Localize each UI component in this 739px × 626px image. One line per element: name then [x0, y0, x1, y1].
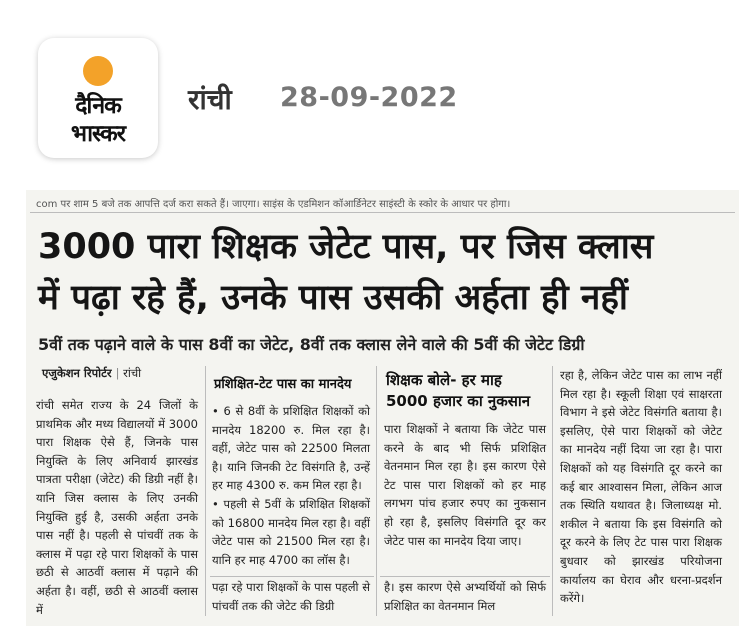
- logo-line-1: दैनिक: [75, 93, 121, 119]
- byline-place: रांची: [123, 366, 142, 380]
- box-1-bullet-2: • पहली से 5वीं के प्रशिक्षित शिक्षकों को 16800 मानदेय मिल रहा है। वहीं जेटेट पास को 21500 मिल रहा है। यानि हर माह 4700 का लॉस है।: [212, 496, 370, 567]
- column-3-bottom-text: है। इस कारण ऐसे अभ्यर्थियों को सिर्फ प्रशिक्षित का वेतनमान मिल: [384, 580, 546, 613]
- box-2-content: [384, 420, 546, 550]
- logo-sun-icon: [83, 56, 113, 86]
- headline-line-1: 3000 पारा शिक्षक जेटेट पास, पर जिस क्लास: [38, 227, 654, 267]
- column-divider-2: [376, 366, 377, 616]
- column-divider-1: [205, 366, 206, 616]
- box-2-title: शिक्षक बोले- हर माह 5000 हजार का नुकसान: [386, 371, 531, 410]
- logo-line-2: भास्कर: [70, 121, 126, 147]
- column-1-paragraph: रांची समेत राज्य के 24 जिलों के प्राथमिक और मध्य विद्यालयों में 3000 पारा शिक्षक ऐसे हैं, जिनके पास नियुक्ति के लिए अनिवार्य झारखंड पात्रता परीक्षा (जेटेट) की डिग्री नहीं है। यानि जिस क्लास के लिए उनकी नियुक्ति हुई है, उसकी अर्हता उनके पास नहीं है। पहली से पांचवीं तक के क्लास में पढ़ा रहे पारा शिक्षकों के पास छठी से आठवीं क्लास में पढ़ाने की अर्हता है। वहीं, छठी से आठवीं क्लास में: [36, 398, 198, 617]
- box-1-bullet-1: • 6 से 8वीं के प्रशिक्षित शिक्षकों को मानदेय 18200 रु. मिल रहा है। वहीं, जेटेट पास को 22500 मिलता है। यानि जिनकी टेट विसंगति है, उन्हें हर माह 4300 रु. कम मिल रहा है।: [212, 404, 370, 493]
- box-2-text: पारा शिक्षकों ने बताया कि जेटेट पास करने के बाद भी सिर्फ प्रशिक्षित वेतनमान मिल रहा है। इस कारण ऐसे टेट पास पारा शिक्षकों को हर माह लगभग पांच हजार रुपए का नुकसान हो रहा है, इसलिए विसंगति दूर कर जेटेट पास का मानदेय दिया जाए।: [384, 422, 546, 548]
- box-2-bottom-rule: [380, 576, 550, 577]
- article-column-3-continuation: [384, 578, 546, 615]
- edition-date: 28-09-2022: [280, 82, 458, 113]
- top-divider: [30, 212, 735, 213]
- article-column-4: [560, 366, 722, 608]
- app-header: [0, 0, 739, 190]
- box-1-content: [212, 402, 370, 569]
- column-divider-3: [552, 366, 553, 616]
- dainik-bhaskar-logo[interactable]: [38, 38, 158, 158]
- city-label: रांची: [188, 83, 232, 116]
- column-2-bottom-text: पढ़ा रहे पारा शिक्षकों के पास पहली से पांचवीं तक की जेटेट की डिग्री: [212, 580, 370, 613]
- box-1-bottom-rule: [210, 576, 374, 577]
- headline-line-2: में पढ़ा रहे हैं, उनके पास उसकी अर्हता ही नहीं: [38, 278, 628, 318]
- article-column-1: [36, 396, 198, 619]
- cutoff-previous-article: com पर शाम 5 बजे तक आपत्ति दर्ज करा सकते हैं। जाएगा। साइंस के एडमिशन कॉआर्डिनेटर साइंस्टी के स्कोर के आधार पर होगा।: [36, 199, 511, 210]
- byline-separator: |: [115, 366, 124, 380]
- subheadline: 5वीं तक पढ़ाने वाले के पास 8वीं का जेटेट, 8वीं तक क्लास लेने वाले की 5वीं की जेटेट डिग्री: [38, 335, 585, 354]
- column-4-paragraph: रहा है, लेकिन जेटेट पास का लाभ नहीं मिल रहा है। स्कूली शिक्षा एवं साक्षरता विभाग ने इसे जेटेट विसंगति बताया है। इसलिए, ऐसे पारा शिक्षकों को जेटेट का मानदेय नहीं दिया जा रहा है। पारा शिक्षकों को यह विसंगति दूर करने का कई बार आश्वासन मिला, लेकिन आज तक स्थिति यथावत है। जिलाध्यक्ष मो. शकील ने बताया कि इस विसंगति को दूर करने के लिए टेट पास पारा शिक्षक बुधवार को झारखंड परियोजना कार्यालय का घेराव और धरना-प्रदर्शन करेंगे।: [560, 368, 722, 606]
- box-1-title: प्रशिक्षित-टेट पास का मानदेय: [214, 377, 352, 392]
- byline: [42, 366, 141, 381]
- article-column-2-continuation: [212, 578, 370, 615]
- byline-reporter: एजुकेशन रिपोर्टर: [42, 366, 112, 380]
